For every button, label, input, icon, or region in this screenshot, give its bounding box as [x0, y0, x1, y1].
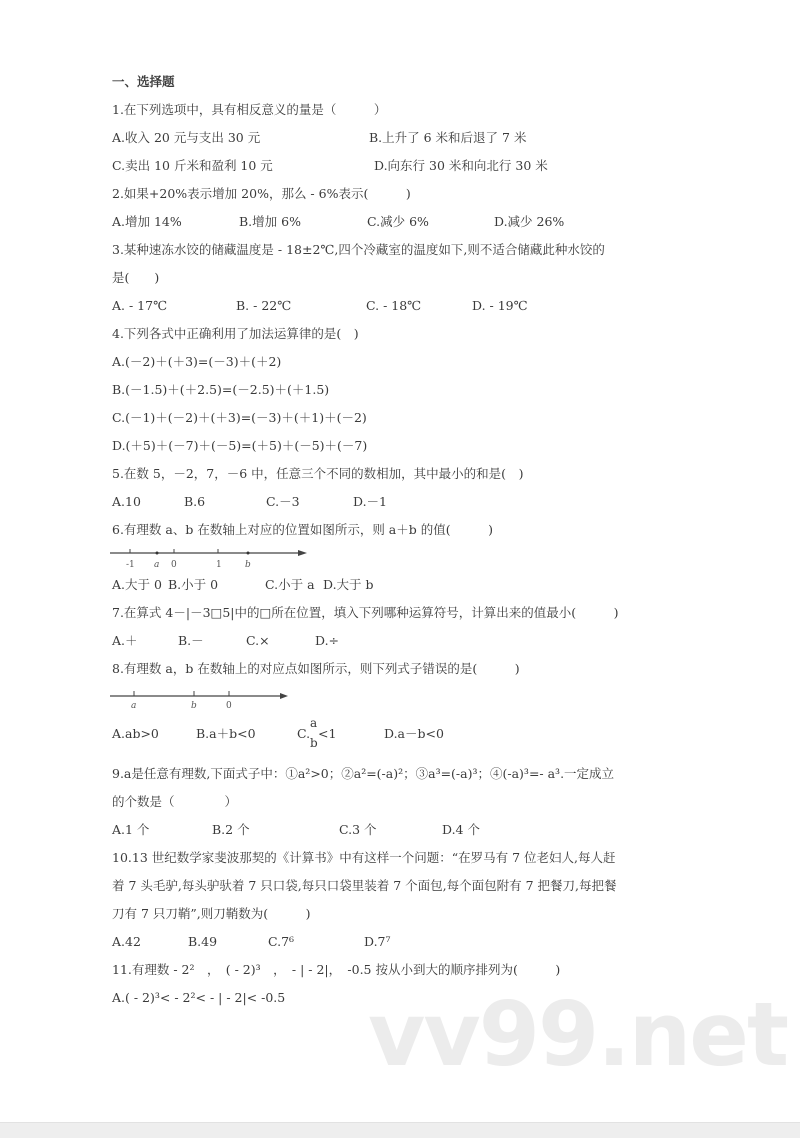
question-9: 9.a是任意有理数,下面式子中：①a²>0；②a²=(-a)²；③a³=(-a)³；④(-a)³=- a³.一定成立: [112, 766, 615, 781]
option: D.－1: [353, 494, 388, 509]
option: B.a＋b<0: [196, 726, 256, 741]
point-b-label: b: [191, 701, 197, 711]
option: D.4 个: [442, 822, 480, 837]
section-title: 一、选择题: [112, 74, 175, 89]
option: B.上升了 6 米和后退了 7 米: [369, 130, 527, 145]
fraction-denominator: b: [310, 736, 318, 750]
option: D.a－b<0: [384, 726, 444, 741]
number-line-q8: [108, 688, 293, 714]
number-line-q6: [108, 545, 313, 573]
option: C.－3: [266, 494, 300, 509]
question-2: 2.如果+20%表示增加 20%，那么 - 6%表示( ): [112, 186, 411, 201]
tick-label: 0: [171, 560, 177, 570]
question-10-cont: 刀有 7 只刀鞘”,则刀鞘数为( ): [112, 906, 311, 921]
option: D.大于 b: [323, 577, 374, 592]
option: C.7⁶: [268, 934, 295, 949]
tick-label: 1: [216, 560, 222, 570]
option: B.6: [184, 494, 206, 509]
option: D.7⁷: [364, 934, 391, 949]
tick-label: -1: [126, 560, 135, 570]
question-1: 1.在下列选项中，具有相反意义的量是（ ）: [112, 102, 387, 117]
option: C.×: [246, 633, 270, 648]
option: D.减少 26%: [494, 214, 565, 229]
option: A.收入 20 元与支出 30 元: [112, 130, 261, 145]
option: C.: [297, 726, 311, 741]
option: B.－: [178, 633, 204, 648]
option: A.(－2)＋(＋3)=(－3)＋(＋2): [112, 354, 282, 369]
fraction-numerator: a: [310, 716, 318, 730]
option: B.2 个: [212, 822, 250, 837]
option: B.(－1.5)＋(＋2.5)=(－2.5)＋(＋1.5): [112, 382, 330, 397]
option: A.( - 2)³< - 2²< - | - 2|< -0.5: [112, 990, 286, 1005]
option: C.减少 6%: [367, 214, 429, 229]
watermark: vv99.net: [368, 983, 788, 1086]
page-footer-bar: [0, 1122, 800, 1138]
question-10: 10.13 世纪数学家斐波那契的《计算书》中有这样一个问题：“在罗马有 7 位老妇人,每人赶: [112, 850, 616, 865]
option: B.49: [188, 934, 218, 949]
question-5: 5.在数 5，－2，7，－6 中，任意三个不同的数相加，其中最小的和是( ): [112, 466, 524, 481]
option: A. - 17℃: [112, 298, 168, 313]
option: A.＋: [112, 633, 138, 648]
question-3-cont: 是( ): [112, 270, 160, 285]
option: A.1 个: [112, 822, 150, 837]
question-11: 11.有理数 - 2² ， ( - 2)³ ， - | - 2|， -0.5 按从小到大的顺序排列为( ): [112, 962, 561, 977]
option: A.10: [112, 494, 141, 509]
point-a-label: a: [154, 560, 160, 570]
fraction-suffix: <1: [318, 726, 337, 741]
option: D. - 19℃: [472, 298, 528, 313]
question-10-cont: 着 7 头毛驴,每头驴驮着 7 只口袋,每只口袋里装着 7 个面包,每个面包附有 7 把餐刀,每把餐: [112, 878, 617, 893]
option: A.大于 0: [112, 577, 162, 592]
question-7: 7.在算式 4－|－3□5|中的□所在位置，填入下列哪种运算符号，计算出来的值最小( ): [112, 605, 619, 620]
option: A.ab>0: [112, 726, 159, 741]
option: B.小于 0: [168, 577, 219, 592]
option: C.卖出 10 斤米和盈利 10 元: [112, 158, 273, 173]
option: C.小于 a: [265, 577, 315, 592]
option: B. - 22℃: [236, 298, 292, 313]
question-6: 6.有理数 a、b 在数轴上对应的位置如图所示，则 a＋b 的值( ): [112, 522, 493, 537]
option: D.÷: [315, 633, 340, 648]
question-8: 8.有理数 a，b 在数轴上的对应点如图所示，则下列式子错误的是( ): [112, 661, 520, 676]
option: A.增加 14%: [112, 214, 182, 229]
option: C. - 18℃: [366, 298, 422, 313]
question-3: 3.某种速冻水饺的储藏温度是 - 18±2℃,四个冷藏室的温度如下,则不适合储藏此种水饺的: [112, 242, 605, 257]
option: C.(－1)＋(－2)＋(＋3)=(－3)＋(＋1)＋(－2): [112, 410, 367, 425]
point-a-label: a: [131, 701, 137, 711]
question-9-cont: 的个数是（ ）: [112, 794, 238, 809]
option: B.增加 6%: [239, 214, 301, 229]
option: D.向东行 30 米和向北行 30 米: [374, 158, 548, 173]
tick-label: 0: [226, 701, 232, 711]
option: D.(＋5)＋(－7)＋(－5)=(＋5)＋(－5)＋(－7): [112, 438, 368, 453]
question-4: 4.下列各式中正确利用了加法运算律的是( ): [112, 326, 359, 341]
point-b-label: b: [245, 560, 251, 570]
option: A.42: [112, 934, 141, 949]
option: C.3 个: [339, 822, 377, 837]
